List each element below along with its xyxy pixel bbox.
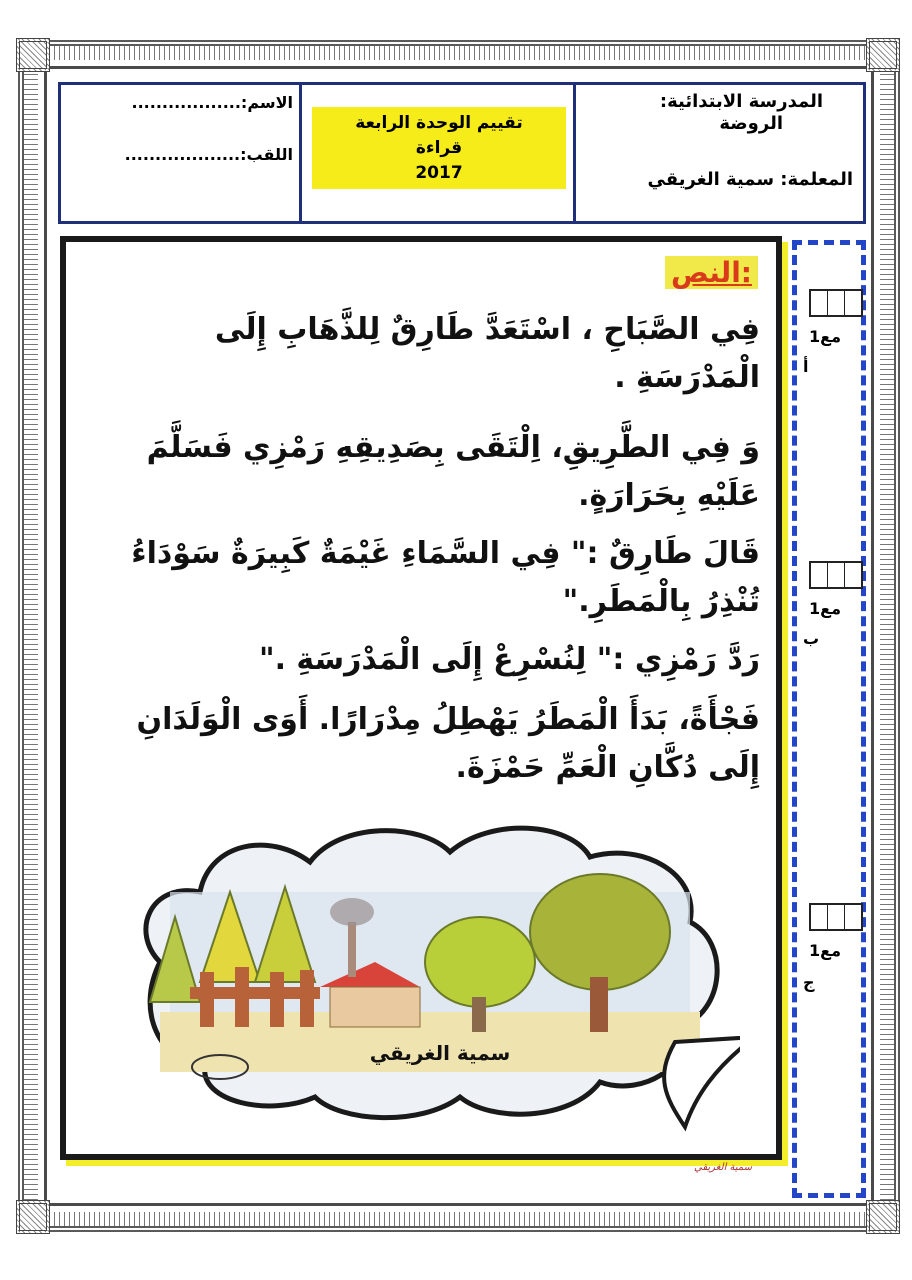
school-label: المدرسة الابتدائية: — [659, 91, 823, 112]
criterion-2-letter: ب — [803, 629, 820, 648]
border-stripe-bottom — [40, 1212, 878, 1226]
rain-scene-illustration — [120, 812, 740, 1132]
criterion-3-letter: ج — [803, 973, 815, 992]
border-stripe-right — [880, 70, 894, 1210]
criterion-2-code: مع1 — [809, 599, 841, 618]
border-stripe-top — [40, 46, 878, 60]
paragraph-4: رَدَّ رَمْزِي :" لِنُسْرِعْ إِلَى الْمَدْرَسَةِ ." — [258, 642, 760, 677]
worksheet-header — [58, 82, 866, 224]
evaluation-year: 2017 — [415, 163, 463, 183]
corner-ornament-bottom-left — [16, 1200, 50, 1234]
evaluation-title-box — [312, 107, 566, 189]
score-boxes[interactable] — [809, 561, 863, 589]
border-stripe-left — [24, 70, 38, 1210]
teacher-name: المعلمة: سمية الغريقي — [647, 169, 853, 190]
school-value: الروضة — [719, 113, 783, 134]
surname-field[interactable]: اللقب:................... — [124, 145, 293, 164]
evaluation-title: تقييم الوحدة الرابعة — [355, 113, 523, 133]
criterion-3-code: مع1 — [809, 941, 841, 960]
corner-ornament-top-right — [866, 38, 900, 72]
corner-ornament-top-left — [16, 38, 50, 72]
corner-ornament-bottom-right — [866, 1200, 900, 1234]
criterion-3 — [809, 903, 863, 931]
page-curl — [664, 1037, 740, 1127]
score-boxes[interactable] — [809, 903, 863, 931]
criterion-1-code: مع1 — [809, 327, 841, 346]
criterion-2 — [809, 561, 863, 589]
school-info-cell — [573, 85, 863, 221]
paragraph-3: قَالَ طَارِقٌ :" فِي السَّمَاءِ غَيْمَةٌ كَبِيرَةٌ سَوْدَاءُ تُنْذِرُ بِالْمَطَرِ." — [131, 536, 760, 619]
paragraph-1: فِي الصَّبَاحِ ، اسْتَعَدَّ طَارِقٌ لِلذَّهَابِ إِلَى الْمَدْرَسَةِ . — [214, 312, 760, 395]
student-info-cell — [61, 85, 299, 221]
author-signature: سمية الغريقي — [694, 1162, 753, 1173]
paragraph-5: فَجْأَةً، بَدَأَ الْمَطَرُ يَهْطِلُ مِدْرَارًا. أَوَى الْوَلَدَانِ إِلَى دُكَّانِ الْعَمِّ حَمْزَةَ. — [136, 702, 760, 785]
text-title: النص: — [665, 256, 758, 289]
evaluation-subject: قراءة — [415, 138, 463, 158]
criteria-column — [792, 240, 866, 1198]
school-name — [660, 91, 823, 135]
paragraph-2: وَ فِي الطَّرِيقِ، اِلْتَقَى بِصَدِيقِهِ رَمْزِي فَسَلَّمَ عَلَيْهِ بِحَرَارَةٍ. — [146, 430, 760, 513]
criterion-1-letter: أ — [803, 357, 809, 376]
name-field[interactable]: الاسم:.................. — [131, 93, 293, 112]
criterion-1 — [809, 289, 863, 317]
evaluation-cell — [299, 85, 573, 221]
illustration-caption: سمية الغريقي — [369, 1041, 511, 1065]
score-boxes[interactable] — [809, 289, 863, 317]
